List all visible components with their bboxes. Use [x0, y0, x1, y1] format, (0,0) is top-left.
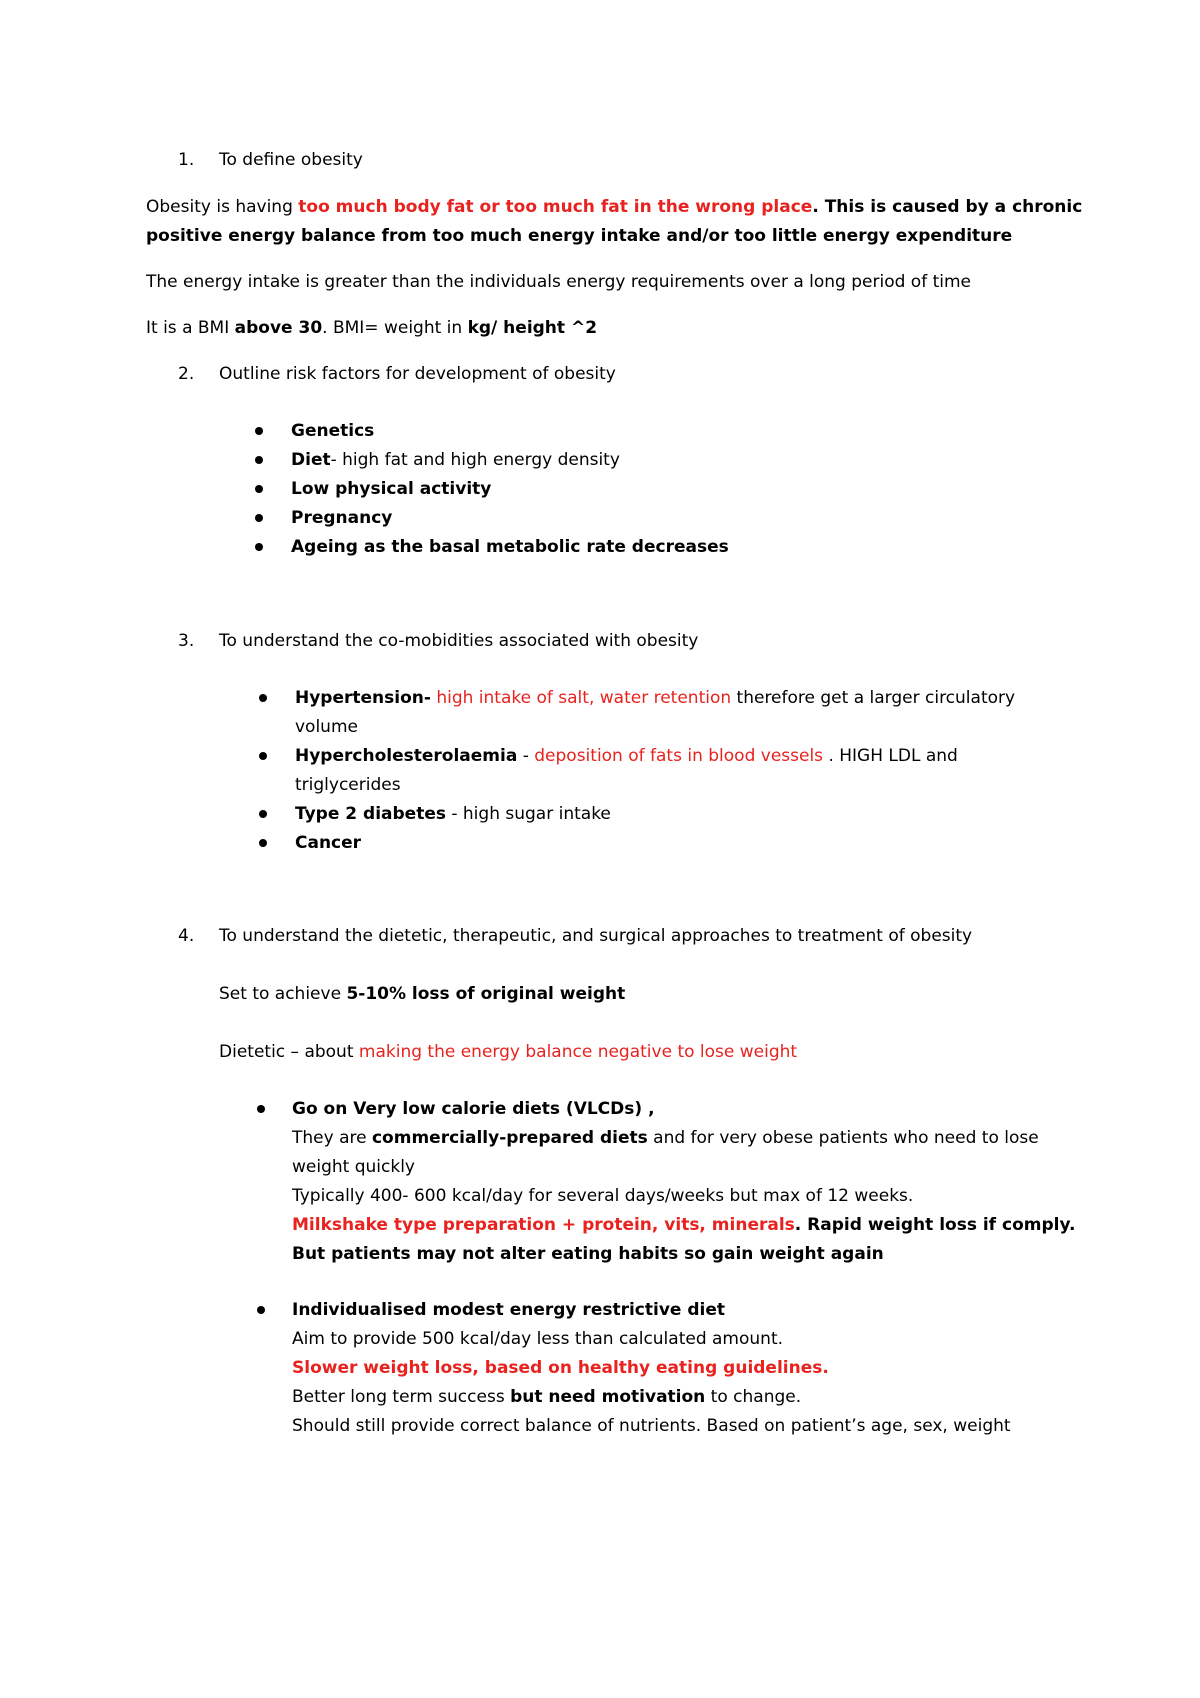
bullet-icon: [257, 1105, 265, 1113]
bullet-icon: [257, 1306, 265, 1314]
text: Dietetic – about: [219, 1042, 359, 1062]
bold-text: Hypercholesterolaemia: [295, 746, 518, 766]
vlcd-line-5: [292, 1214, 1075, 1236]
bold-text: above 30: [234, 318, 323, 338]
highlight-text: deposition of fats in blood vessels: [534, 746, 824, 766]
text: . HIGH LDL and: [823, 746, 958, 766]
vlcd-title: Go on Very low calorie diets (VLCDs) ,: [292, 1099, 655, 1119]
risk-pregnancy: Pregnancy: [291, 508, 393, 528]
energy-intake-text: The energy intake is greater than the individuals energy requirements over a long period of time: [146, 272, 972, 292]
modest-diet-title: Individualised modest energy restrictive diet: [292, 1300, 726, 1320]
highlight-text: too much body fat or too much fat in the wrong place: [298, 197, 813, 217]
modest-diet-line-4: [292, 1386, 801, 1408]
text: It is a BMI: [146, 318, 235, 338]
text: - high sugar intake: [445, 804, 611, 824]
heading-define-obesity: To define obesity: [219, 150, 363, 170]
bold-text: chronic: [1012, 197, 1083, 217]
text: Set to achieve: [219, 984, 347, 1004]
vlcd-line-4: Typically 400- 600 kcal/day for several days/weeks but max of 12 weeks.: [292, 1186, 914, 1206]
risk-low-activity: Low physical activity: [291, 479, 492, 499]
comorbidity-cancer: Cancer: [295, 833, 362, 853]
highlight-text: Milkshake type preparation + protein, vits, minerals: [292, 1215, 795, 1235]
bold-text: 5-10% loss of original weight: [346, 984, 626, 1004]
text: Obesity is having: [146, 197, 299, 217]
risk-diet: [291, 449, 620, 471]
risk-ageing: Ageing as the basal metabolic rate decreases: [291, 537, 729, 557]
text: - high fat and high energy density: [330, 450, 620, 470]
text: . BMI= weight in: [322, 318, 468, 338]
comorbidity-diabetes: [295, 803, 611, 825]
bold-text: . Rapid weight loss if comply.: [794, 1215, 1076, 1235]
item-number-3: 3.: [178, 631, 195, 651]
bullet-icon: [255, 543, 263, 551]
heading-comorbidities: To understand the co-mobidities associated with obesity: [219, 631, 699, 651]
vlcd-line-6: But patients may not alter eating habits so gain weight again: [292, 1244, 884, 1264]
bullet-icon: [259, 810, 267, 818]
item-number-2: 2.: [178, 364, 195, 384]
comorbidity-hypertension-cont: volume: [295, 717, 358, 737]
highlight-text: high intake of salt, water retention: [430, 688, 732, 708]
highlight-text: making the energy balance negative to lose weight: [358, 1042, 798, 1062]
bullet-icon: [259, 839, 267, 847]
text: Better long term success: [292, 1387, 511, 1407]
text: . This is caused by a: [812, 197, 1013, 217]
bullet-icon: [255, 456, 263, 464]
text: to change.: [705, 1387, 802, 1407]
modest-diet-line-2: Aim to provide 500 kcal/day less than calculated amount.: [292, 1329, 784, 1349]
item-number-1: 1.: [178, 150, 195, 170]
bold-text: Hypertension-: [295, 688, 431, 708]
obesity-definition-line-2: positive energy balance from too much energy intake and/or too little energy expenditure: [146, 226, 1013, 246]
item-number-4: 4.: [178, 926, 195, 946]
heading-treatment: To understand the dietetic, therapeutic, and surgical approaches to treatment of obesity: [219, 926, 973, 946]
bullet-icon: [255, 514, 263, 522]
bullet-icon: [255, 427, 263, 435]
bold-text: kg/ height ^2: [467, 318, 598, 338]
vlcd-line-2: [292, 1127, 1039, 1149]
bullet-icon: [255, 485, 263, 493]
bold-text: but need motivation: [510, 1387, 706, 1407]
comorbidity-hypercholesterolaemia: [295, 745, 958, 767]
bmi-text: [146, 317, 597, 339]
text: -: [517, 746, 535, 766]
modest-diet-line-3: Slower weight loss, based on healthy eating guidelines.: [292, 1358, 829, 1378]
dietetic-approach: [219, 1041, 797, 1063]
risk-genetics: Genetics: [291, 421, 375, 441]
text: They are: [292, 1128, 372, 1148]
treatment-goal: [219, 983, 625, 1005]
heading-risk-factors: Outline risk factors for development of obesity: [219, 364, 616, 384]
bullet-icon: [259, 694, 267, 702]
vlcd-line-3: weight quickly: [292, 1157, 415, 1177]
text: and for very obese patients who need to lose: [647, 1128, 1039, 1148]
obesity-definition-line-1: [146, 196, 1082, 218]
modest-diet-line-5: Should still provide correct balance of nutrients. Based on patient’s age, sex, weight: [292, 1416, 1011, 1436]
bullet-icon: [259, 752, 267, 760]
bold-text: Type 2 diabetes: [295, 804, 446, 824]
comorbidity-hypercholesterolaemia-cont: triglycerides: [295, 775, 401, 795]
comorbidity-hypertension: [295, 687, 1015, 709]
bold-text: commercially-prepared diets: [371, 1128, 648, 1148]
text: therefore get a larger circulatory: [731, 688, 1016, 708]
bold-text: Diet: [291, 450, 331, 470]
